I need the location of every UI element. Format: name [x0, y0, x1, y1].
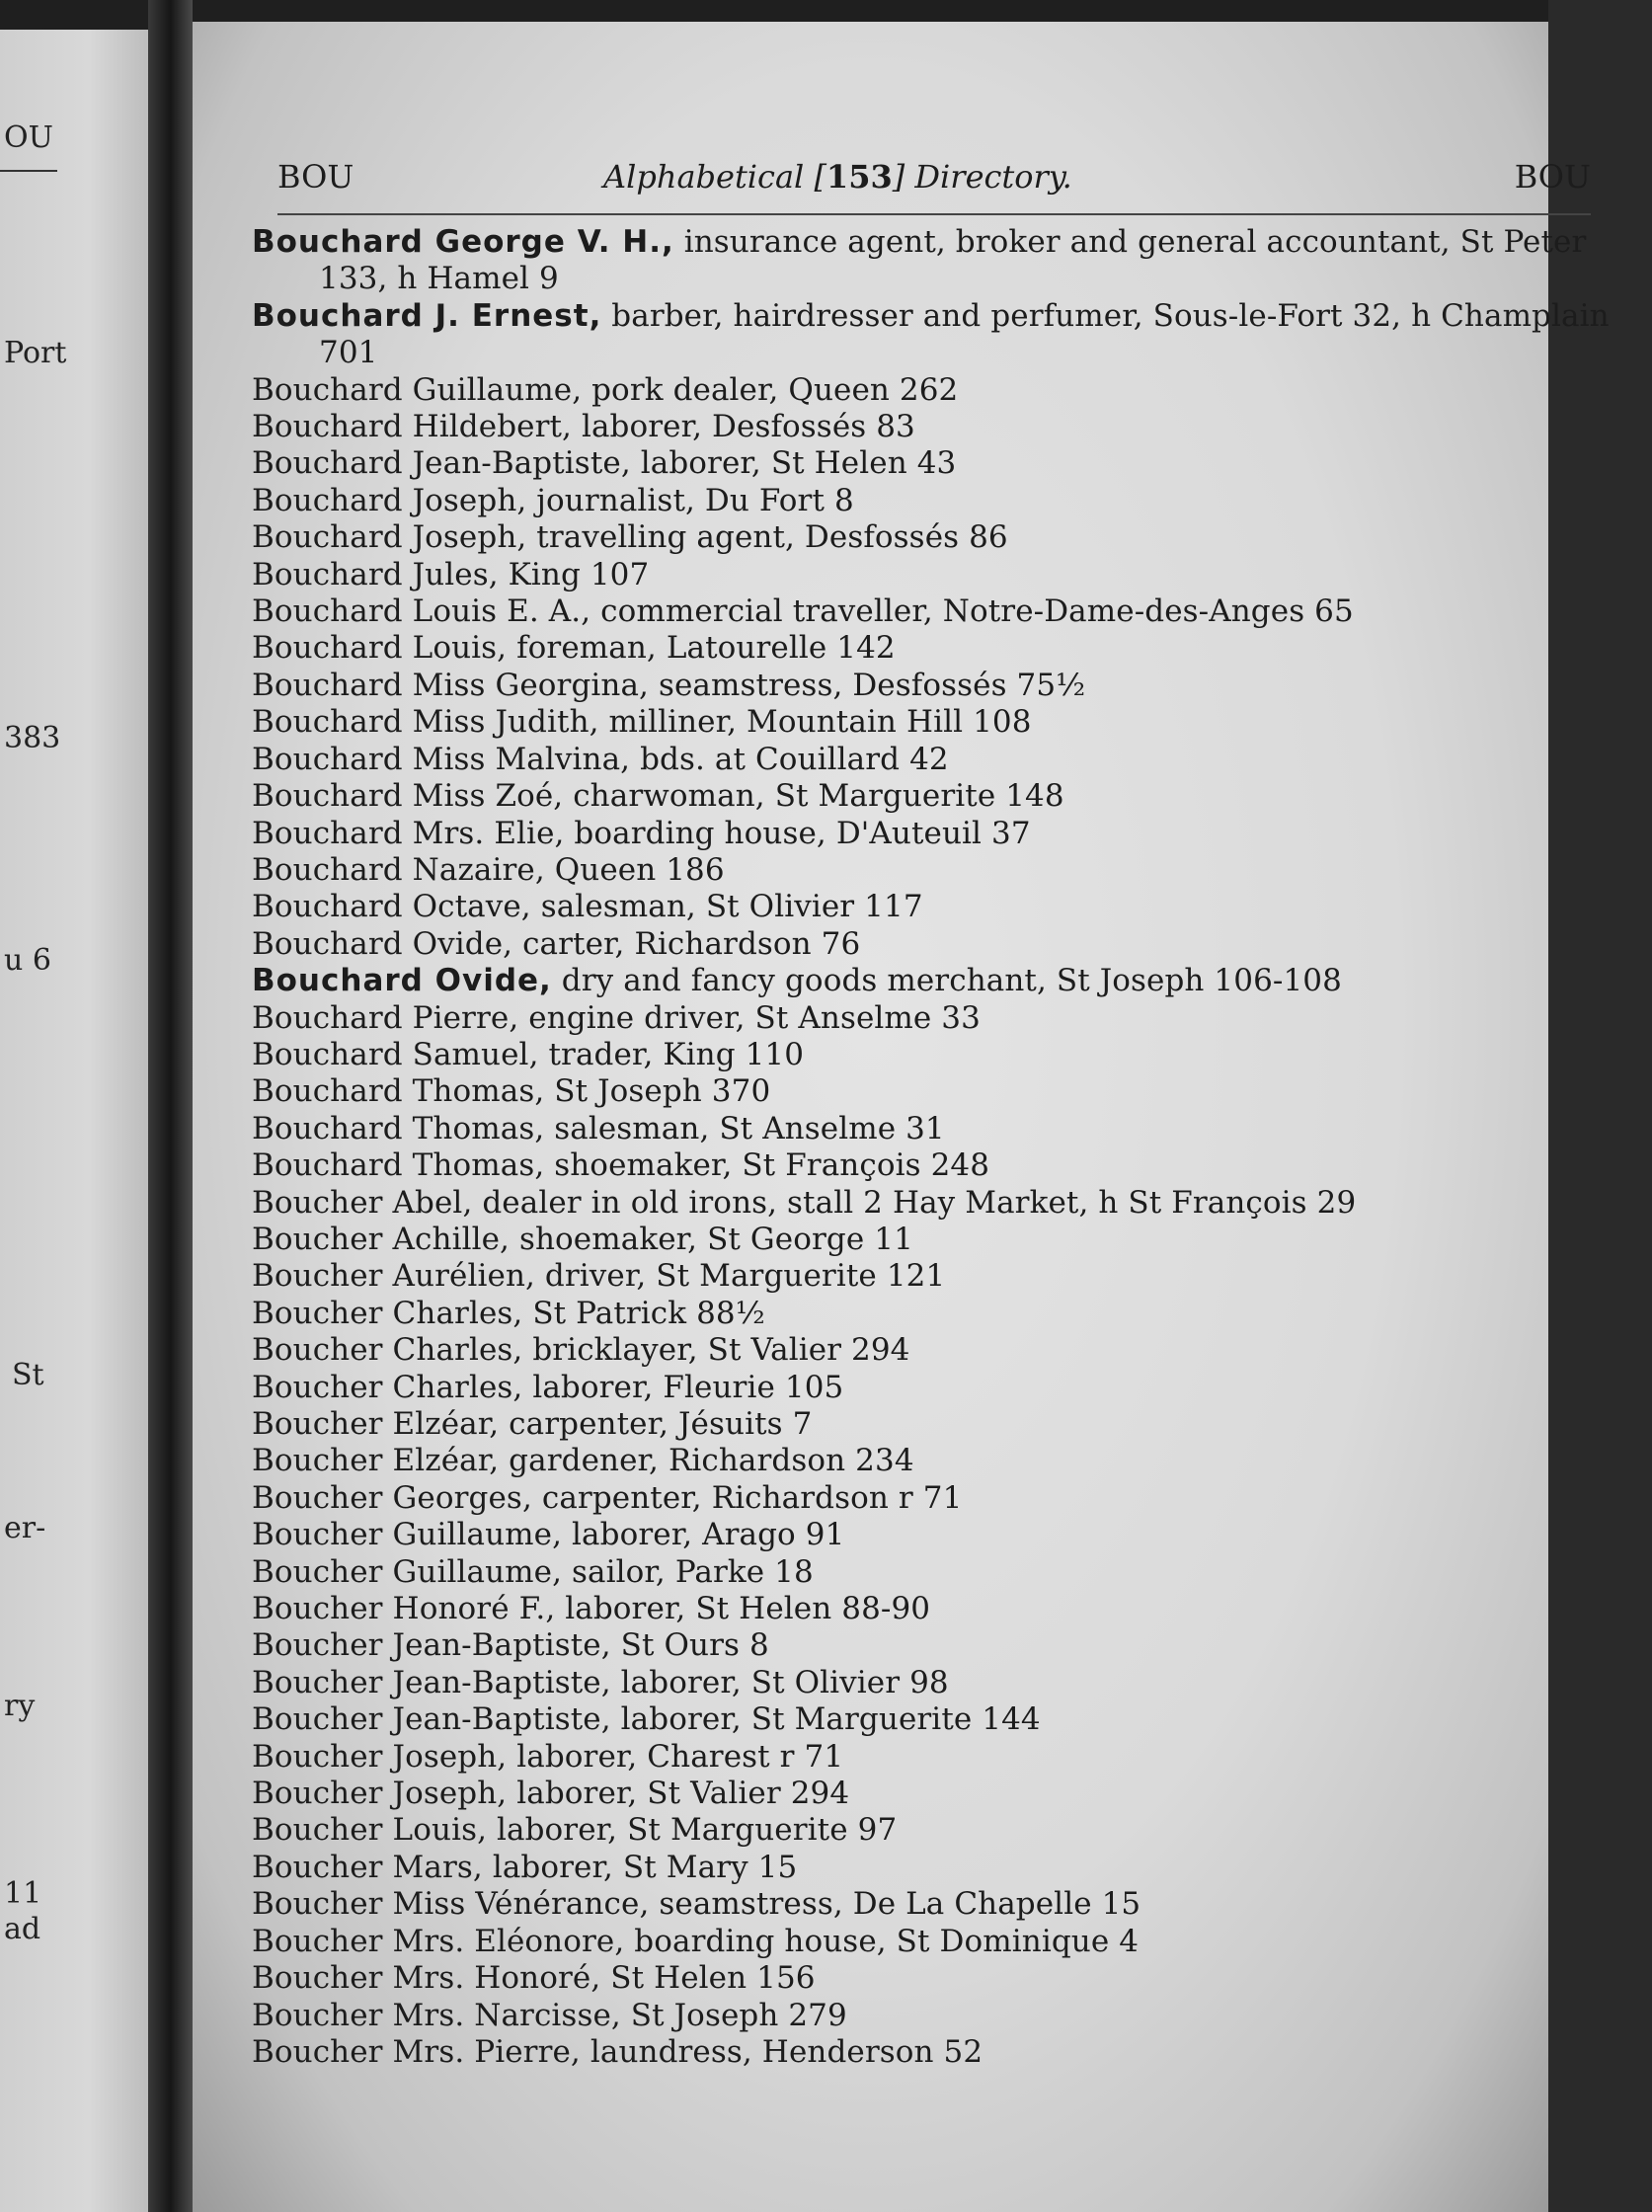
directory-entries	[252, 224, 1610, 2071]
directory-entry: Boucher Elzéar, carpenter, Jésuits 7	[252, 1406, 813, 1442]
directory-entry: Boucher Charles, laborer, Fleurie 105	[252, 1369, 844, 1405]
page-number: 153	[826, 158, 893, 196]
prev-page-fragment: Port	[4, 336, 67, 370]
header-rule	[277, 213, 1591, 215]
running-head-title-pre: Alphabetical [	[603, 158, 826, 196]
directory-entry: Bouchard Jules, King 107	[252, 556, 650, 592]
directory-entry: Bouchard Louis E. A., commercial traveller, Notre-Dame-des-Anges 65	[252, 593, 1354, 630]
directory-entry: Boucher Honoré F., laborer, St Helen 88-90	[252, 1591, 931, 1627]
directory-entry: Bouchard Thomas, shoemaker, St François 248	[252, 1147, 990, 1184]
directory-entry: Boucher Mrs. Eléonore, boarding house, St Dominique 4	[252, 1923, 1140, 1959]
directory-entry: Boucher Jean-Baptiste, St Ours 8	[252, 1627, 769, 1664]
directory-entry: Bouchard Thomas, St Joseph 370	[252, 1073, 771, 1110]
directory-entry: Bouchard Guillaume, pork dealer, Queen 262	[252, 371, 959, 408]
directory-entry: Boucher Jean-Baptiste, laborer, St Olivier 98	[252, 1664, 949, 1700]
directory-entry: Boucher Joseph, laborer, St Valier 294	[252, 1776, 850, 1812]
directory-entry: Boucher Aurélien, driver, St Marguerite 121	[252, 1258, 946, 1295]
directory-entry: Boucher Louis, laborer, St Marguerite 97	[252, 1812, 898, 1849]
directory-entry	[252, 963, 1595, 999]
directory-entry: Boucher Guillaume, laborer, Arago 91	[252, 1517, 845, 1553]
directory-entry: Boucher Mrs. Pierre, laundress, Henderson 52	[252, 2033, 983, 2070]
directory-entry: Bouchard Ovide, carter, Richardson 76	[252, 925, 861, 962]
running-head-title	[603, 158, 1072, 196]
prev-page-fragment: OU	[4, 120, 53, 155]
directory-entry: Bouchard Pierre, engine driver, St Anselme 33	[252, 999, 981, 1036]
prev-page-fragment: St	[12, 1358, 44, 1392]
previous-page-edge	[0, 30, 148, 2212]
directory-entry: Bouchard Louis, foreman, Latourelle 142	[252, 630, 896, 667]
directory-entry: Bouchard Thomas, salesman, St Anselme 31	[252, 1110, 945, 1146]
directory-entry: Boucher Achille, shoemaker, St George 11	[252, 1221, 913, 1257]
directory-entry: Boucher Abel, dealer in old irons, stall 2 Hay Market, h St François 29	[252, 1184, 1357, 1221]
directory-entry: Bouchard Hildebert, laborer, Desfossés 83	[252, 409, 915, 445]
entry-bold-name: Bouchard Ovide,	[252, 963, 552, 999]
entry-text: dry and fancy goods merchant, St Joseph 106-108	[551, 963, 1342, 999]
directory-entry: Bouchard Miss Georgina, seamstress, Desfossés 75½	[252, 667, 1086, 703]
prev-page-fragment: ry	[4, 1689, 36, 1723]
directory-entry	[252, 224, 1652, 298]
running-head	[277, 158, 1591, 201]
prev-page-fragment: ad	[4, 1912, 41, 1946]
directory-entry: Boucher Mrs. Honoré, St Helen 156	[252, 1960, 816, 1997]
book-gutter	[148, 0, 193, 2212]
prev-page-rule	[0, 170, 57, 172]
entry-text: insurance agent, broker and general accountant, St Peter 133, h Hamel 9	[319, 224, 1587, 297]
directory-entry: Bouchard Jean-Baptiste, laborer, St Helen 43	[252, 445, 957, 482]
running-head-title-post: ] Directory.	[892, 158, 1072, 196]
directory-entry: Boucher Charles, bricklayer, St Valier 294	[252, 1332, 910, 1369]
directory-entry: Bouchard Miss Malvina, bds. at Couillard 42	[252, 741, 949, 777]
entry-bold-name: Bouchard J. Ernest,	[252, 297, 602, 334]
directory-entry	[252, 298, 1652, 372]
directory-page	[193, 22, 1610, 2212]
directory-entry: Bouchard Joseph, travelling agent, Desfossés 86	[252, 519, 1008, 556]
directory-entry: Boucher Georges, carpenter, Richardson r 71	[252, 1479, 963, 1516]
prev-page-fragment: 383	[4, 721, 61, 755]
directory-entry: Bouchard Miss Zoé, charwoman, St Marguerite 148	[252, 778, 1064, 815]
directory-entry: Bouchard Joseph, journalist, Du Fort 8	[252, 482, 854, 518]
prev-page-fragment: er-	[4, 1511, 46, 1545]
directory-entry: Bouchard Nazaire, Queen 186	[252, 851, 725, 888]
directory-entry: Boucher Elzéar, gardener, Richardson 234	[252, 1443, 914, 1479]
entry-text: barber, hairdresser and perfumer, Sous-le-Fort 32, h Champlain 701	[319, 297, 1610, 371]
prev-page-fragment: u 6	[4, 943, 51, 978]
directory-entry: Boucher Joseph, laborer, Charest r 71	[252, 1738, 844, 1775]
directory-entry: Bouchard Mrs. Elie, boarding house, D'Auteuil 37	[252, 815, 1031, 851]
prev-page-fragment: 11	[4, 1876, 42, 1911]
running-head-right: BOU	[1514, 158, 1591, 196]
directory-entry: Bouchard Miss Judith, milliner, Mountain Hill 108	[252, 704, 1032, 741]
running-head-left: BOU	[277, 158, 354, 196]
directory-entry: Boucher Miss Vénérance, seamstress, De La Chapelle 15	[252, 1886, 1141, 1923]
directory-entry: Boucher Mrs. Narcisse, St Joseph 279	[252, 1997, 847, 2033]
directory-entry: Boucher Guillaume, sailor, Parke 18	[252, 1553, 814, 1590]
directory-entry: Boucher Mars, laborer, St Mary 15	[252, 1849, 798, 1885]
directory-entry: Bouchard Samuel, trader, King 110	[252, 1036, 805, 1072]
directory-entry: Boucher Charles, St Patrick 88½	[252, 1295, 765, 1331]
directory-entry: Boucher Jean-Baptiste, laborer, St Marguerite 144	[252, 1701, 1041, 1738]
entry-bold-name: Bouchard George V. H.,	[252, 224, 674, 260]
directory-entry: Bouchard Octave, salesman, St Olivier 117	[252, 889, 923, 925]
